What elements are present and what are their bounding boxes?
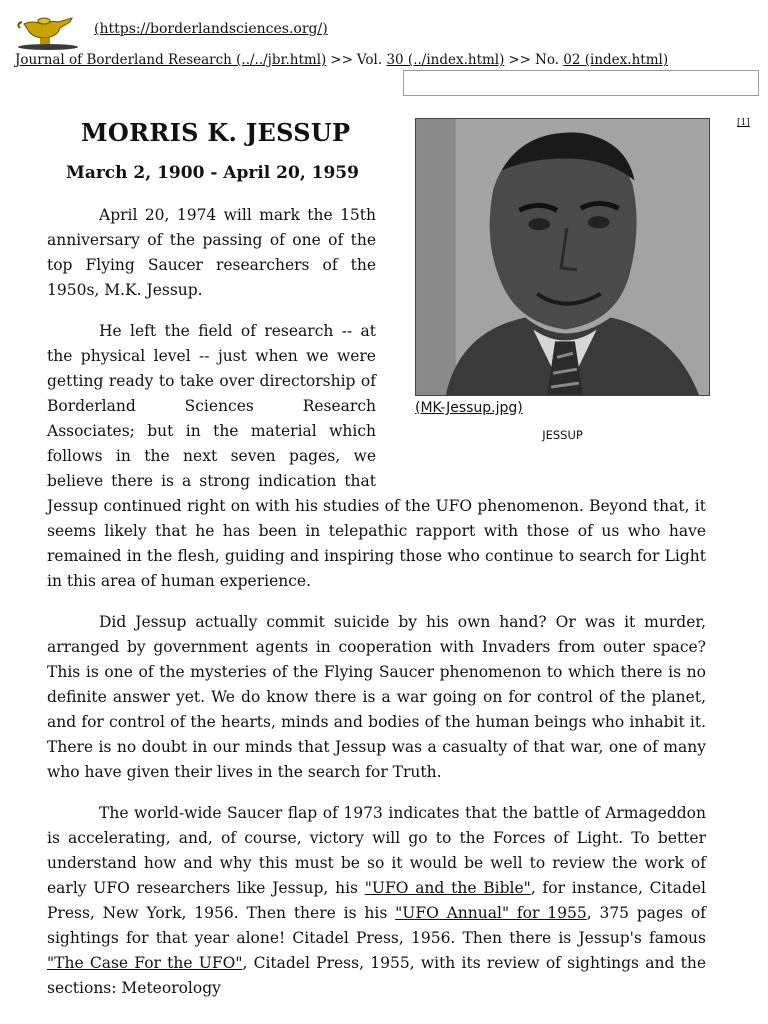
image-caption: JESSUP [542, 428, 583, 442]
article-body [47, 118, 706, 1017]
article-dates: March 2, 1900 - April 20, 1959 [66, 163, 359, 183]
figure-spacer [376, 118, 706, 478]
paragraph: He left the field of research -- at the physical level -- just when we were getting ready to take over directorship of Borderland Sciences Research Associates; but in the material which follows in the next seven pages, we believe there is a strong indication that Jessup continued right on with his studies of the UFO phenomenon. Beyond that, it seems likely that he has been in telepathic rapport with those of us who have remained in the flesh, guiding and inspiring those who continue to search for Light in this area of human experience. [47, 322, 706, 590]
paragraph: Did Jessup actually commit suicide by his own hand? Or was it murder, arranged by government agents in cooperation with Invaders from outer space? This is one of the mysteries of the Flying Saucer phenomenon to which there is no definite answer yet. We do know there is a war going on for control of the planet, and for control of the hearts, minds and bodies of the human beings who inhabit it. There is no doubt in our minds that Jessup was a casualty of that war, one of many who have given their lives in the search for Truth. [47, 613, 706, 781]
genie-lamp-icon[interactable] [12, 10, 82, 50]
book-link-ufo-annual[interactable]: "UFO Annual" for 1955 [395, 904, 587, 922]
breadcrumb-issue-link[interactable]: 02 (index.html) [563, 52, 669, 68]
paragraph [47, 801, 706, 1001]
breadcrumb-vol-prefix: Vol. [356, 52, 383, 68]
paragraph-text: , 375 pages of sightings for that year alone! Citadel Press, 1956. Then there is Jessup's famous [47, 904, 706, 947]
breadcrumb-separator: >> [508, 52, 531, 68]
article-title: MORRIS K. JESSUP [81, 118, 351, 147]
paragraph-text: , Citadel Press, 1955, with its review of sightings and the sections: Meteorology [47, 954, 706, 997]
breadcrumb-separator: >> [330, 52, 353, 68]
site-header [10, 10, 760, 52]
paragraph-text: , for instance, Citadel Press, New York, 1956. Then there is his [47, 879, 707, 922]
search-input[interactable] [403, 70, 759, 96]
paragraph-text: The world-wide Saucer flap of 1973 indicates that the battle of Armageddon is accelerating, and, of course, victory will go to the Forces of Light. To better understand how and why this must be so it would be well to review the work of early UFO researchers like Jessup, his [47, 804, 706, 897]
footnote-link[interactable]: [1] [737, 118, 750, 128]
breadcrumb-volume-link[interactable]: 30 (../index.html) [386, 52, 505, 68]
breadcrumb [15, 52, 668, 68]
breadcrumb-no-prefix: No. [535, 52, 559, 68]
image-file-link[interactable]: (MK-Jessup.jpg) [415, 400, 523, 416]
book-link-case-for-the-ufo[interactable]: "The Case For the UFO" [47, 954, 243, 972]
site-home-link[interactable]: (https://borderlandsciences.org/) [94, 21, 328, 37]
breadcrumb-journal-link[interactable]: Journal of Borderland Research (../../jbr.html) [15, 52, 327, 68]
paragraph: April 20, 1974 will mark the 15th anniversary of the passing of one of the top Flying Saucer researchers of the 1950s, M.K. Jessup. [47, 206, 376, 299]
book-link-ufo-and-the-bible[interactable]: "UFO and the Bible" [364, 879, 531, 897]
